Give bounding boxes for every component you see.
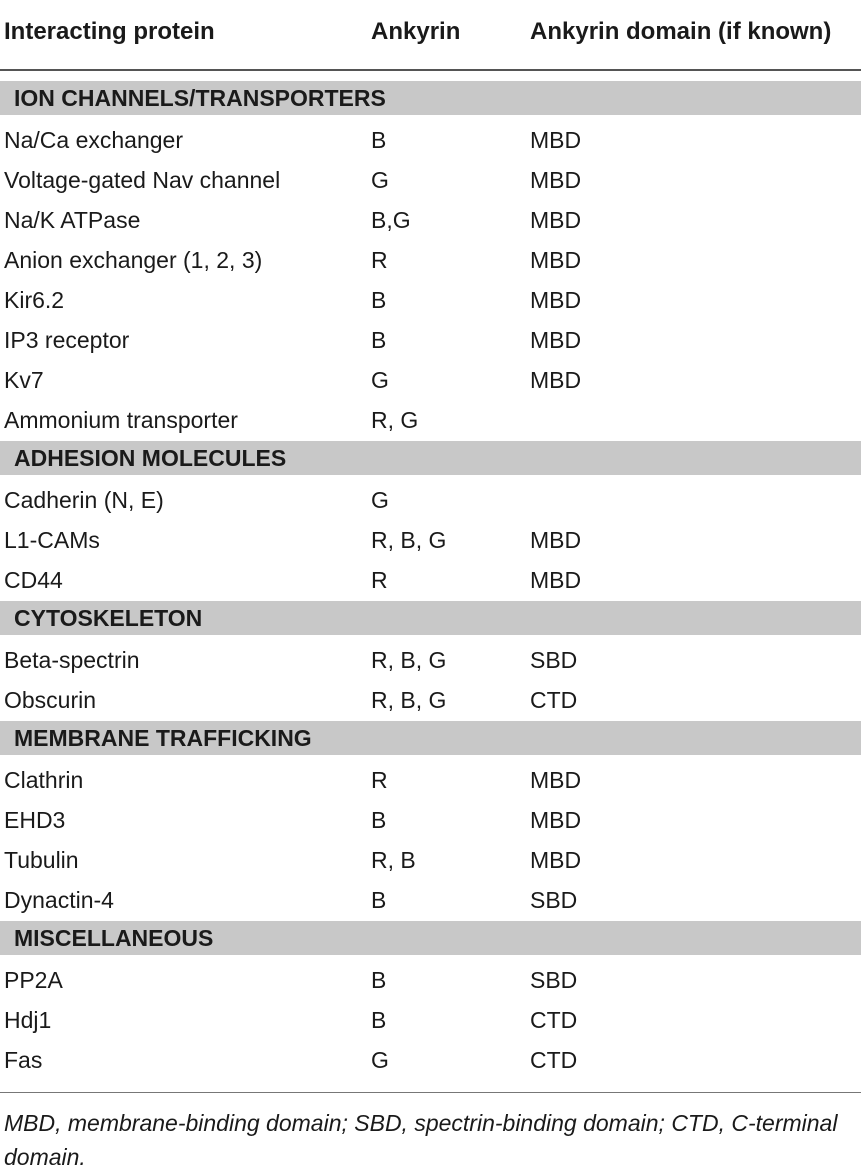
cell-domain: MBD [530,367,582,393]
cell-protein: IP3 receptor [4,327,130,353]
cell-domain: CTD [530,1047,578,1073]
table-row [0,400,861,440]
cell-protein: Ammonium transporter [4,407,238,433]
table-row [0,360,861,400]
cell-ankyrin: R, B [371,847,416,873]
table-row [0,320,861,360]
table-footnote: MBD, membrane-binding domain; SBD, spectrin-binding domain; CTD, C-terminal domain. [4,1110,838,1170]
table-row [0,680,861,720]
section-title: ADHESION MOLECULES [14,445,287,471]
table-row [0,120,861,160]
header-interacting-protein: Interacting protein [4,18,215,45]
table-row [0,840,861,880]
cell-protein: Cadherin (N, E) [4,487,164,513]
cell-ankyrin: B [371,967,387,993]
cell-protein: Hdj1 [4,1007,52,1033]
cell-protein: Obscurin [4,687,97,713]
cell-domain: SBD [530,967,578,993]
section-title: ION CHANNELS/TRANSPORTERS [14,85,386,111]
cell-protein: Beta-spectrin [4,647,140,673]
cell-protein: L1-CAMs [4,527,100,553]
cell-protein: Kv7 [4,367,44,393]
cell-ankyrin: B [371,287,387,313]
cell-domain: CTD [530,687,578,713]
bottom-rule [0,1092,861,1093]
cell-protein: CD44 [4,567,63,593]
table-row [0,520,861,560]
table-row [0,560,861,600]
table-row [0,160,861,200]
cell-ankyrin: R, B, G [371,687,447,713]
cell-ankyrin: G [371,367,389,393]
cell-protein: PP2A [4,967,63,993]
cell-domain: MBD [530,527,582,553]
cell-ankyrin: B [371,1007,387,1033]
cell-domain: MBD [530,807,582,833]
cell-ankyrin: G [371,167,389,193]
cell-ankyrin: R [371,767,388,793]
cell-protein: Tubulin [4,847,79,873]
cell-protein: Fas [4,1047,43,1073]
section-title: MISCELLANEOUS [14,925,214,951]
section-header [0,601,861,635]
cell-ankyrin: G [371,1047,389,1073]
cell-ankyrin: R, B, G [371,527,447,553]
cell-ankyrin: B [371,327,387,353]
cell-protein: Anion exchanger (1, 2, 3) [4,247,263,273]
table-row [0,640,861,680]
cell-protein: Na/Ca exchanger [4,127,183,153]
cell-protein: Kir6.2 [4,287,65,313]
table-header [0,0,861,70]
cell-ankyrin: R, G [371,407,419,433]
section-header [0,81,861,115]
cell-domain: MBD [530,167,582,193]
header-rule [0,69,861,71]
cell-domain: MBD [530,327,582,353]
cell-ankyrin: B [371,887,387,913]
table-row [0,800,861,840]
cell-protein: Dynactin-4 [4,887,114,913]
table-row [0,880,861,920]
cell-protein: EHD3 [4,807,66,833]
cell-protein: Na/K ATPase [4,207,141,233]
table-row [0,1000,861,1040]
cell-ankyrin: R [371,247,388,273]
cell-domain: MBD [530,127,582,153]
cell-domain: MBD [530,567,582,593]
section-header [0,721,861,755]
table-row [0,200,861,240]
cell-ankyrin: R [371,567,388,593]
cell-domain: MBD [530,847,582,873]
section-header [0,441,861,475]
table-row [0,240,861,280]
table-row [0,280,861,320]
cell-domain: MBD [530,767,582,793]
section-header [0,921,861,955]
cell-domain: SBD [530,647,578,673]
cell-domain: SBD [530,887,578,913]
cell-domain: CTD [530,1007,578,1033]
cell-domain: MBD [530,287,582,313]
table-row [0,1040,861,1080]
table-row [0,960,861,1000]
cell-protein: Clathrin [4,767,84,793]
header-ankyrin: Ankyrin [371,18,461,45]
cell-ankyrin: B [371,807,387,833]
cell-ankyrin: R, B, G [371,647,447,673]
cell-ankyrin: G [371,487,389,513]
table-row [0,760,861,800]
cell-domain: MBD [530,207,582,233]
cell-ankyrin: B [371,127,387,153]
cell-domain: MBD [530,247,582,273]
section-title: MEMBRANE TRAFFICKING [14,725,312,751]
table-row [0,480,861,520]
header-ankyrin-domain: Ankyrin domain (if known) [530,18,832,45]
cell-ankyrin: B,G [371,207,411,233]
cell-protein: Voltage-gated Nav channel [4,167,281,193]
section-title: CYTOSKELETON [14,605,203,631]
